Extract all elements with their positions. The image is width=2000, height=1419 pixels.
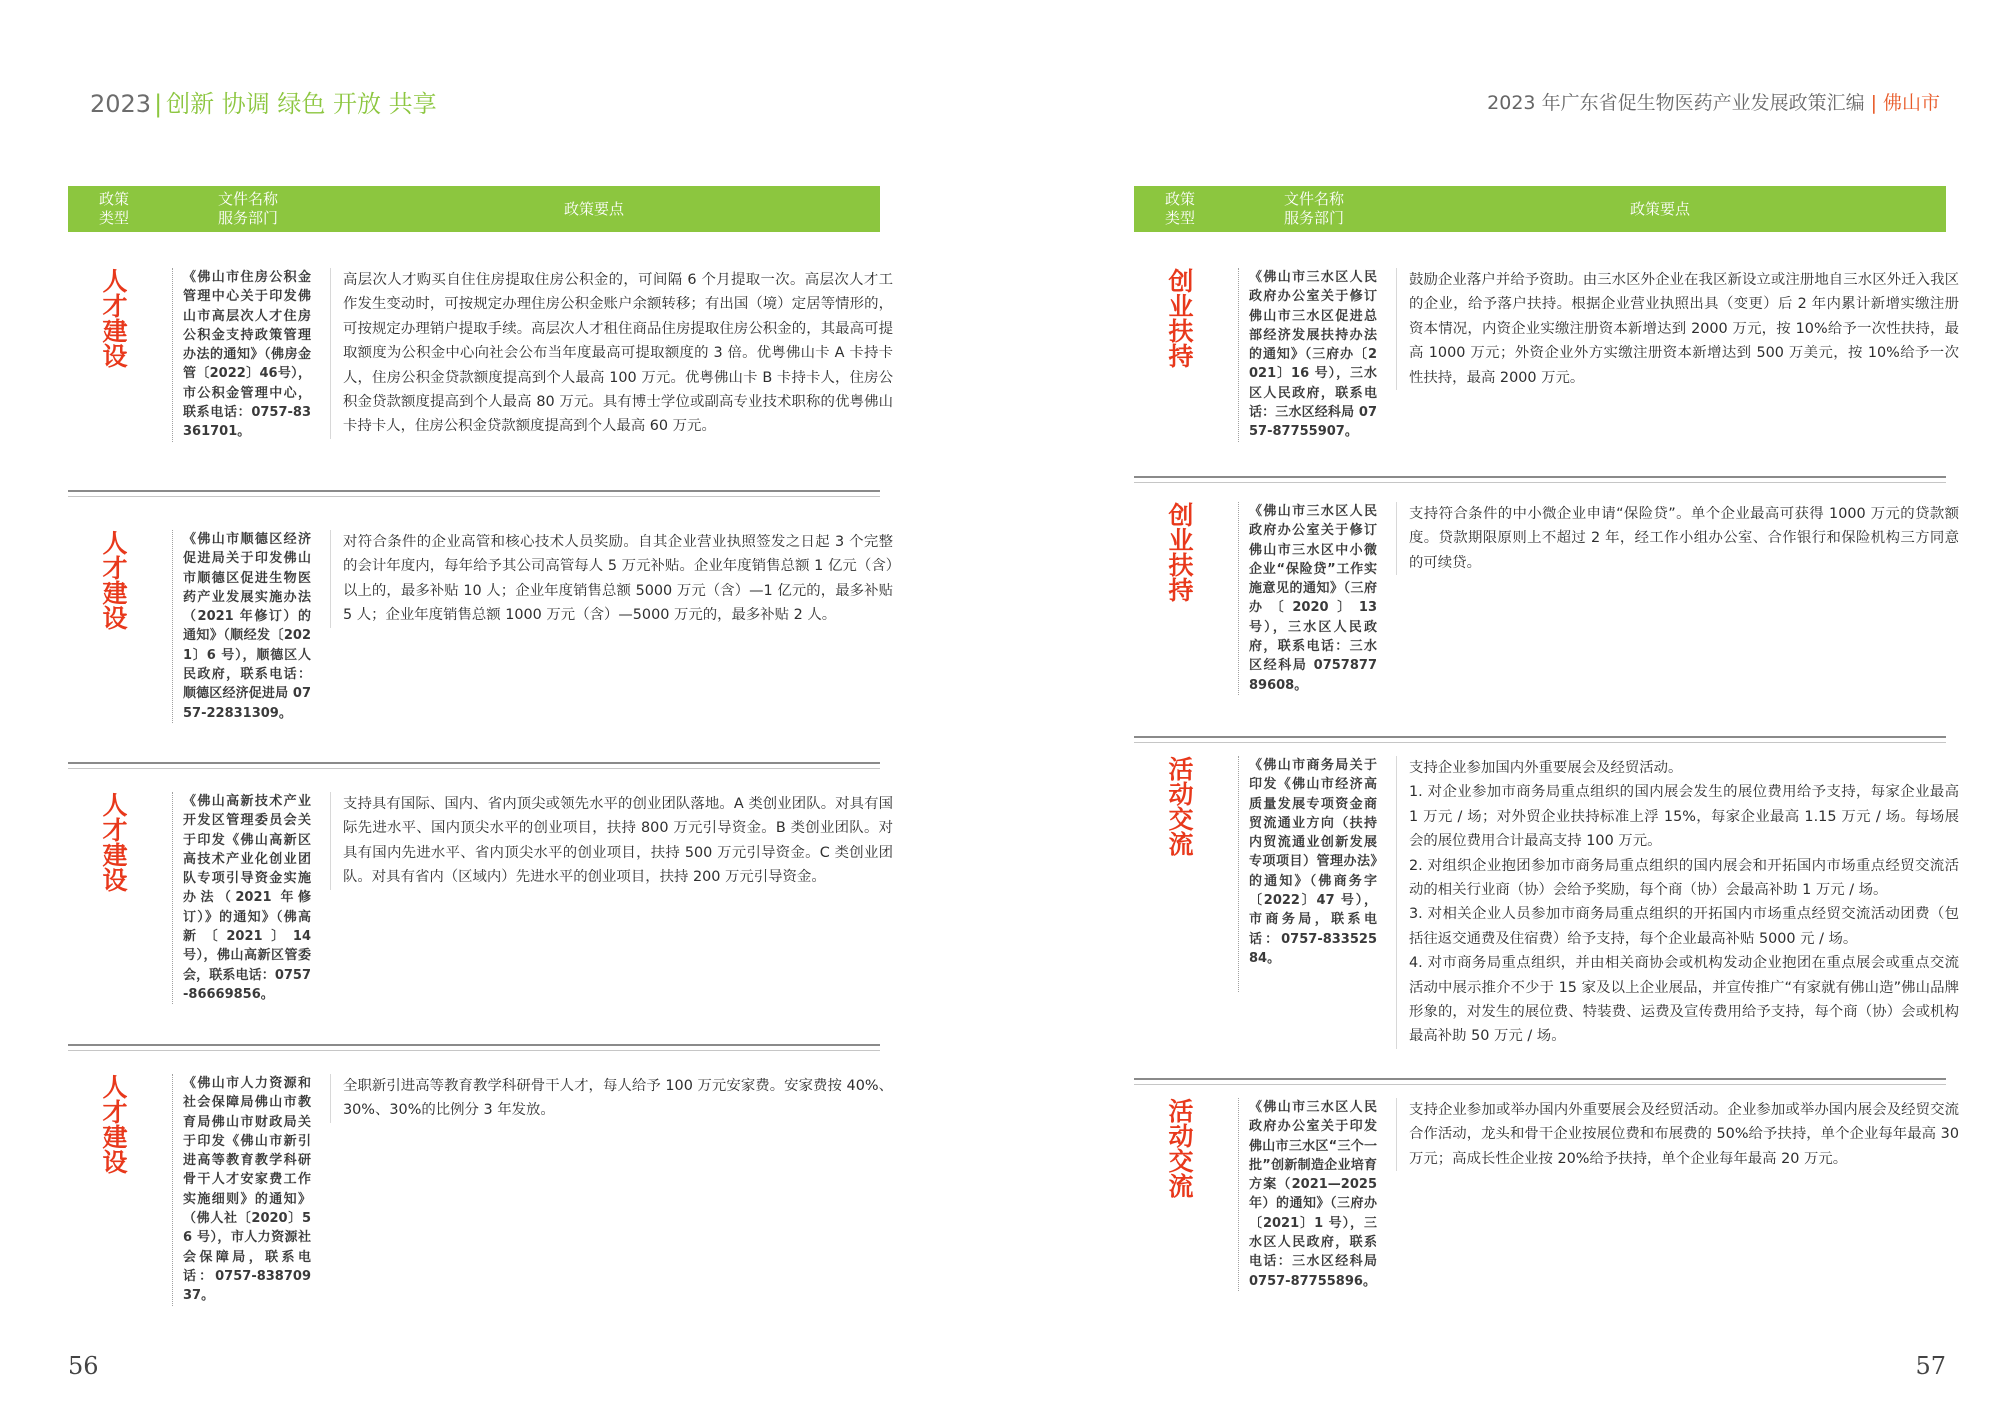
policy-document: 《佛山市住房公积金管理中心关于印发佛山市高层次人才住房公积金支持政策管理办法的通知》（佛房金管〔2022〕46号），市公积金管理中心，联系电话：0757-83361701。 xyxy=(172,268,311,442)
policy-category: 人才建设 xyxy=(99,792,128,892)
policy-point: 支持企业参加或举办国内外重要展会及经贸活动。企业参加或举办国内展会及经贸交流合作活动，龙头和骨干企业按展位费和布展费的 50%给予扶持，单个企业每年最高 30 万元；高成长性企业按 20%给予扶持，单个企业每年最高 20 万元。 xyxy=(1409,1102,1959,1167)
policy-document: 《佛山市三水区人民政府办公室关于修订佛山市三水区促进总部经济发展扶持办法的通知》（三府办〔2021〕16 号），三水区人民政府，联系电话：三水区经科局 0757-87755907。 xyxy=(1238,268,1377,442)
table-header xyxy=(68,186,880,232)
policy-category: 人才建设 xyxy=(99,530,128,630)
policy-points xyxy=(1396,1098,1959,1171)
row-divider xyxy=(1134,476,1946,483)
policy-row xyxy=(68,1074,893,1324)
policy-document: 《佛山市人力资源和社会保障局佛山市教育局佛山市财政局关于印发《佛山市新引进高等教育教学科研骨干人才安家费工作实施细则》的通知》（佛人社〔2020〕56 号），市人力资源社会保障局，联系电话：0757-83870937。 xyxy=(172,1074,311,1306)
right-header xyxy=(1487,88,1940,115)
policy-point: 支持企业参加国内外重要展会及经贸活动。 xyxy=(1409,760,1683,776)
policy-points xyxy=(330,530,893,628)
right-page xyxy=(1000,0,2000,1419)
column-header-points: 政策要点 xyxy=(1629,199,1690,218)
header-separator: | xyxy=(1870,92,1877,114)
row-divider xyxy=(1134,736,1946,743)
policy-point: 支持符合条件的中小微企业申请“保险贷”。单个企业最高可获得 1000 万元的贷款额度。贷款期限原则上不超过 2 年，经工作小组办公室、合作银行和保险机构三方同意的可续贷。 xyxy=(1409,506,1959,571)
header-separator: | xyxy=(154,90,163,118)
policy-point: 1. 对企业参加市商务局重点组织的国内展会发生的展位费用给予支持，每家企业最高 1 万元 / 场；对外贸企业扶持标准上浮 15%，每家企业最高 1.15 万元 / 场。每场展会的展位费用合计最高支持 100 万元。 xyxy=(1409,784,1959,850)
row-divider xyxy=(68,490,880,497)
policy-points xyxy=(330,792,893,890)
header-year: 2023 xyxy=(90,90,152,118)
policy-point: 2. 对组织企业抱团参加市商务局重点组织的国内展会和开拓国内市场重点经贸交流活动的相关行业商（协）会给予奖励，每个商（协）会最高补助 1 万元 / 场。 xyxy=(1409,857,1959,899)
row-divider xyxy=(1134,1078,1946,1085)
policy-category: 人才建设 xyxy=(99,268,128,368)
policy-points xyxy=(1396,502,1959,575)
policy-points xyxy=(330,268,893,439)
column-header-points: 政策要点 xyxy=(563,199,624,218)
policy-point: 支持具有国际、国内、省内顶尖或领先水平的创业团队落地。A 类创业团队。对具有国际先进水平、国内顶尖水平的创业项目，扶持 800 万元引导资金。B 类创业团队。对具有国内先进水平、省内顶尖水平的创业项目，扶持 500 万元引导资金。C 类创业团队。对具有省内（区域内）先进水平的创业项目，扶持 200 万元引导资金。 xyxy=(343,796,893,886)
policy-category: 活动交流 xyxy=(1165,756,1194,856)
page-number-left: 56 xyxy=(68,1352,99,1380)
policy-category: 人才建设 xyxy=(99,1074,128,1174)
policy-point: 全职新引进高等教育教学科研骨干人才，每人给予 100 万元安家费。安家费按 40%、30%、30%的比例分 3 年发放。 xyxy=(343,1078,893,1119)
policy-point: 高层次人才购买自住住房提取住房公积金的，可间隔 6 个月提取一次。高层次人才工作发生变动时，可按规定办理住房公积金账户余额转移；有出国（境）定居等情形的，可按规定办理销户提取手续。高层次人才租住商品住房提取住房公积金的，其最高可提取额度为公积金中心向社会公布当年度最高可提取额度的 3 倍。优粤佛山卡 A 卡持卡人，住房公积金贷款额度提高到个人最高 100 万元。优粤佛山卡 B 卡持卡人，住房公积金贷款额度提高到个人最高 80 万元。具有博士学位或副高专业技术职称的优粤佛山卡持卡人，住房公积金贷款额度提高到个人最高 60 万元。 xyxy=(343,272,893,435)
policy-points xyxy=(1396,756,1959,1049)
table-header xyxy=(1134,186,1946,232)
column-header-type: 政策 类型 xyxy=(1164,190,1195,227)
policy-category: 活动交流 xyxy=(1165,1098,1194,1198)
policy-row xyxy=(68,268,893,468)
page-number-right: 57 xyxy=(1915,1352,1946,1380)
policy-document: 《佛山市三水区人民政府办公室关于印发佛山市三水区“三个一批”创新制造企业培育方案（2021—2025 年）的通知》（三府办〔2021〕1 号），三水区人民政府，联系电话：三水区经科局 0757-87755896。 xyxy=(1238,1098,1377,1291)
policy-document: 《佛山市顺德区经济促进局关于印发佛山市顺德区促进生物医药产业发展实施办法（2021 年修订）的通知》（顺经发〔2021〕6 号），顺德区人民政府，联系电话：顺德区经济促进局 0757-22831309。 xyxy=(172,530,311,723)
policy-category: 创业扶持 xyxy=(1165,502,1194,602)
row-divider xyxy=(68,762,880,769)
header-title: 2023 年广东省促生物医药产业发展政策汇编 xyxy=(1487,92,1865,114)
left-header xyxy=(90,84,437,119)
policy-row xyxy=(68,530,893,740)
policy-document: 《佛山市三水区人民政府办公室关于修订佛山市三水区中小微企业“保险贷”工作实施意见的通知》（三府办〔2020〕13 号），三水区人民政府，联系电话：三水区经科局 075787789608。 xyxy=(1238,502,1377,695)
policy-category: 创业扶持 xyxy=(1165,268,1194,368)
policy-row xyxy=(1134,1098,1959,1328)
column-header-doc: 文件名称 服务部门 xyxy=(217,190,278,227)
policy-point: 鼓励企业落户并给予资助。由三水区外企业在我区新设立或注册地自三水区外迁入我区的企业，给予落户扶持。根据企业营业执照出具（变更）后 2 年内累计新增实缴注册资本情况，内资企业实缴注册资本新增达到 2000 万元，按 10%给予一次性扶持，最高 1000 万元；外资企业外方实缴注册资本新增达到 500 万美元，按 10%给予一次性扶持，最高 2000 万元。 xyxy=(1409,272,1959,386)
policy-point: 4. 对市商务局重点组织，并由相关商协会或机构发动企业抱团在重点展会或重点交流活动中展示推介不少于 15 家及以上企业展品，并宣传推广“有家就有佛山造”佛山品牌形象的，对发生的展位费、特装费、运费及宣传费用给予支持，每个商（协）会或机构最高补助 50 万元 / 场。 xyxy=(1409,955,1959,1045)
policy-point: 对符合条件的企业高管和核心技术人员奖励。自其企业营业执照签发之日起 3 个完整的会计年度内，每年给予其公司高管每人 5 万元补贴。企业年度销售总额 1 亿元（含）以上的，最多补贴 10 人；企业年度销售总额 5000 万元（含）—1 亿元的，最多补贴 5 人；企业年度销售总额 1000 万元（含）—5000 万元的，最多补贴 2 人。 xyxy=(343,534,893,624)
column-header-doc: 文件名称 服务部门 xyxy=(1283,190,1344,227)
policy-document: 《佛山市商务局关于印发《佛山市经济高质量发展专项资金商贸流通业方向（扶持内贸流通业创新发展专项项目）管理办法》的通知》（佛商务字〔2022〕47 号），市商务局，联系电话：0757-83352584。 xyxy=(1238,756,1377,992)
policy-row xyxy=(68,792,893,1022)
policy-point: 3. 对相关企业人员参加市商务局重点组织的开拓国内市场重点经贸交流活动团费（包括往返交通费及住宿费）给予支持，每个企业最高补贴 5000 元 / 场。 xyxy=(1409,906,1959,947)
header-city: 佛山市 xyxy=(1882,92,1940,114)
row-divider xyxy=(68,1044,880,1051)
policy-row xyxy=(1134,756,1959,1066)
header-slogan: 创新 协调 绿色 开放 共享 xyxy=(166,90,437,118)
policy-points xyxy=(1396,268,1959,390)
policy-document: 《佛山高新技术产业开发区管理委员会关于印发《佛山高新区高技术产业化创业团队专项引导资金实施办法（2021 年修订）》的通知》（佛高新〔2021〕14 号），佛山高新区管委会，联系电话：0757-86669856。 xyxy=(172,792,311,1004)
policy-row xyxy=(1134,502,1959,712)
column-header-type: 政策 类型 xyxy=(98,190,129,227)
policy-points xyxy=(330,1074,893,1123)
policy-row xyxy=(1134,268,1959,458)
